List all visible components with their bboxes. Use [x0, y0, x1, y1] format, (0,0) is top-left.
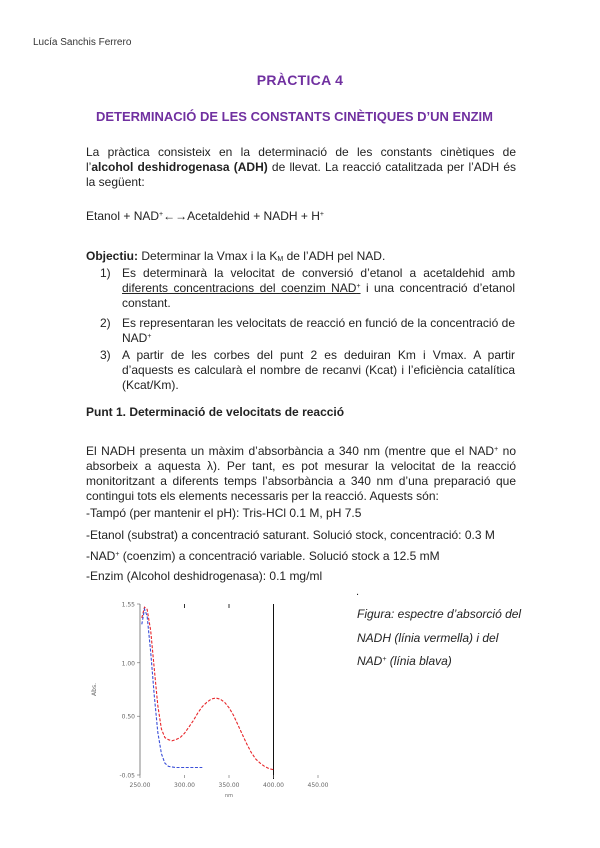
chart-canvas: [86, 598, 329, 808]
x-axis-label: nm: [224, 793, 234, 799]
reaction-equation: Etanol + NAD+←→Acetaldehid + NADH + H+: [86, 209, 324, 223]
section-heading: Punt 1. Determinació de velocitats de reacció: [86, 405, 345, 419]
component-item: -Enzim (Alcohol deshidrogenasa): 0.1 mg/ml: [86, 569, 323, 583]
y-tick-label: 0.50: [121, 713, 135, 721]
y-axis-label: Abs.: [91, 683, 98, 696]
nadh-paragraph: El NADH presenta un màxim d’absorbància a 340 nm (mentre que el NAD+ no absorbeix a aquesta λ). Per tant, es pot mesurar la velocitat de la reacció monitoritzant a diferents temps l’absorbància a 340 nm d’una preparació que contingui tots els elements necessaris per la reacció. Aquests són:: [86, 444, 516, 503]
objective: Objectiu: Determinar la Vmax i la $K_M$ de l’ADH pel NAD.: [86, 249, 386, 263]
stray-dot: .: [356, 586, 360, 598]
page-title: PRÀCTICA 4: [256, 72, 344, 88]
component-item: -Tampó (per mantenir el pH): Tris-HCl 0.1 M, pH 7.5: [86, 506, 362, 520]
x-tick-label: 450.00: [307, 782, 329, 789]
x-tick-label: 250.00: [129, 782, 151, 789]
component-item: -NAD+ (coenzim) a concentració variable. Solució stock a 12.5 mM: [86, 549, 440, 563]
intro-paragraph: La pràctica consisteix en la determinació de les constants cinètiques de l’alcohol deshidrogenasa (ADH) de llevat. La reacció catalitzada per l’ADH és la següent:: [86, 145, 517, 189]
author-name: Lucía Sanchis Ferrero: [33, 37, 132, 48]
y-tick-label: -0.05: [119, 772, 135, 780]
absorption-spectrum-chart: [86, 598, 329, 808]
x-tick-label: 350.00: [218, 782, 240, 789]
y-tick-label: 1.00: [121, 660, 135, 668]
page-subtitle: DETERMINACIÓ DE LES CONSTANTS CINÈTIQUES D’UN ENZIM: [96, 109, 493, 124]
x-tick-label: 300.00: [174, 782, 195, 789]
x-tick-label: 400.00: [263, 782, 284, 789]
figure-caption: Figura: espectre d’absorció del NADH (línia vermella) i del NAD+ (línia blava): [357, 607, 522, 668]
component-item: -Etanol (substrat) a concentració saturant. Solució stock, concentració: 0.3 M: [86, 528, 495, 542]
y-tick-label: 1.55: [121, 601, 135, 609]
series-line-nadh: [142, 607, 274, 770]
